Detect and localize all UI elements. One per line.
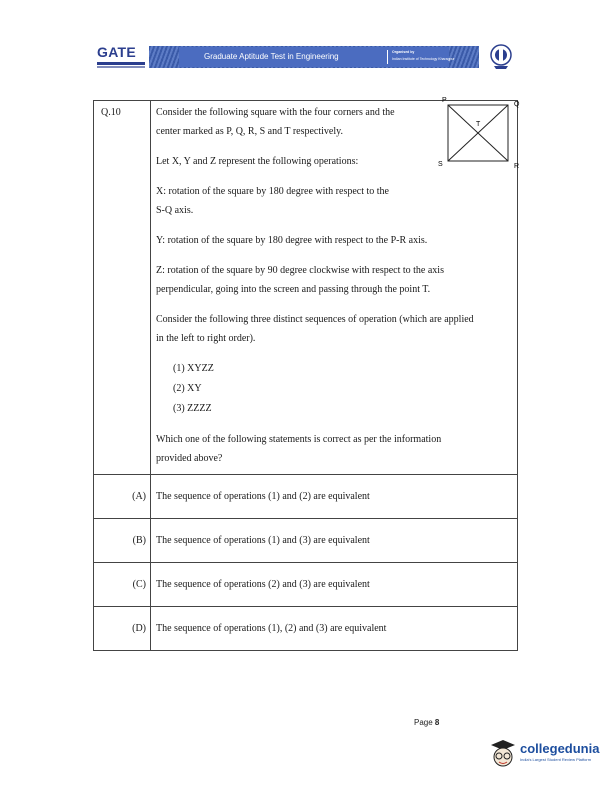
operation-z-line-2: perpendicular, going into the screen and passing through the point T.	[156, 284, 431, 295]
square-figure	[435, 93, 525, 173]
question-number: Q.10	[94, 101, 151, 475]
stem-line-1: Consider the following square with the four corners and the	[156, 107, 395, 118]
option-label-a: (A)	[94, 475, 151, 519]
option-label-c: (C)	[94, 563, 151, 607]
sequence-2: (2) XY	[173, 383, 202, 394]
banner-organized-by: Organised by	[392, 50, 415, 54]
consider-line-2: in the left to right order).	[156, 333, 256, 344]
question-row	[94, 101, 518, 475]
page-number-value: 8	[434, 718, 440, 727]
label-p: P	[442, 97, 447, 104]
option-text-c: The sequence of operations (2) and (3) are equivalent	[151, 563, 518, 607]
option-row-d[interactable]	[94, 607, 518, 651]
iit-emblem-icon	[489, 42, 513, 70]
option-row-b[interactable]	[94, 519, 518, 563]
mascot-icon	[488, 737, 518, 769]
collegedunia-logo	[488, 733, 608, 773]
operations-intro: Let X, Y and Z represent the following operations:	[156, 156, 359, 167]
option-text-a: The sequence of operations (1) and (2) are equivalent	[151, 475, 518, 519]
label-r: R	[514, 163, 520, 170]
brand-tagline: India's Largest Student Review Platform	[520, 757, 592, 762]
sequence-1: (1) XYZZ	[173, 363, 214, 374]
page-header	[97, 42, 517, 72]
option-text-b: The sequence of operations (1) and (3) are equivalent	[151, 519, 518, 563]
ask-line-1: Which one of the following statements is correct as per the information	[156, 434, 442, 445]
page-label: Page	[414, 718, 433, 727]
gate-logo-text: GATE	[97, 44, 137, 60]
option-label-d: (D)	[94, 607, 151, 651]
option-text-d: The sequence of operations (1), (2) and (3) are equivalent	[151, 607, 518, 651]
label-q: Q	[514, 101, 520, 108]
operation-x-line-2: S-Q axis.	[156, 205, 194, 216]
option-row-c[interactable]	[94, 563, 518, 607]
operation-y: Y: rotation of the square by 180 degree with respect to the P-R axis.	[156, 235, 428, 246]
ask-line-2: provided above?	[156, 453, 223, 464]
operation-x-line-1: X: rotation of the square by 180 degree with respect to the	[156, 186, 389, 197]
stem-line-2: center marked as P, Q, R, S and T respectively.	[156, 126, 343, 137]
banner-title: Graduate Aptitude Test in Engineering	[204, 52, 339, 61]
question-table	[93, 97, 520, 651]
gate-logo-bar-2	[97, 66, 145, 68]
option-row-a[interactable]	[94, 475, 518, 519]
consider-line-1: Consider the following three distinct sequences of operation (which are applied	[156, 314, 474, 325]
label-s: S	[438, 161, 443, 168]
operation-z-line-1: Z: rotation of the square by 90 degree clockwise with respect to the axis	[156, 265, 444, 276]
question-body	[151, 97, 520, 475]
brand-name: collegedunia	[520, 741, 600, 756]
gate-logo	[97, 44, 147, 70]
header-banner	[149, 46, 479, 68]
page-number	[414, 718, 439, 727]
sequence-3: (3) ZZZZ	[173, 403, 212, 414]
option-label-b: (B)	[94, 519, 151, 563]
banner-organizer: Indian Institute of Technology Kharagpur	[392, 57, 455, 61]
banner-separator	[387, 50, 388, 64]
label-t: T	[476, 121, 481, 128]
gate-logo-bar	[97, 62, 145, 65]
